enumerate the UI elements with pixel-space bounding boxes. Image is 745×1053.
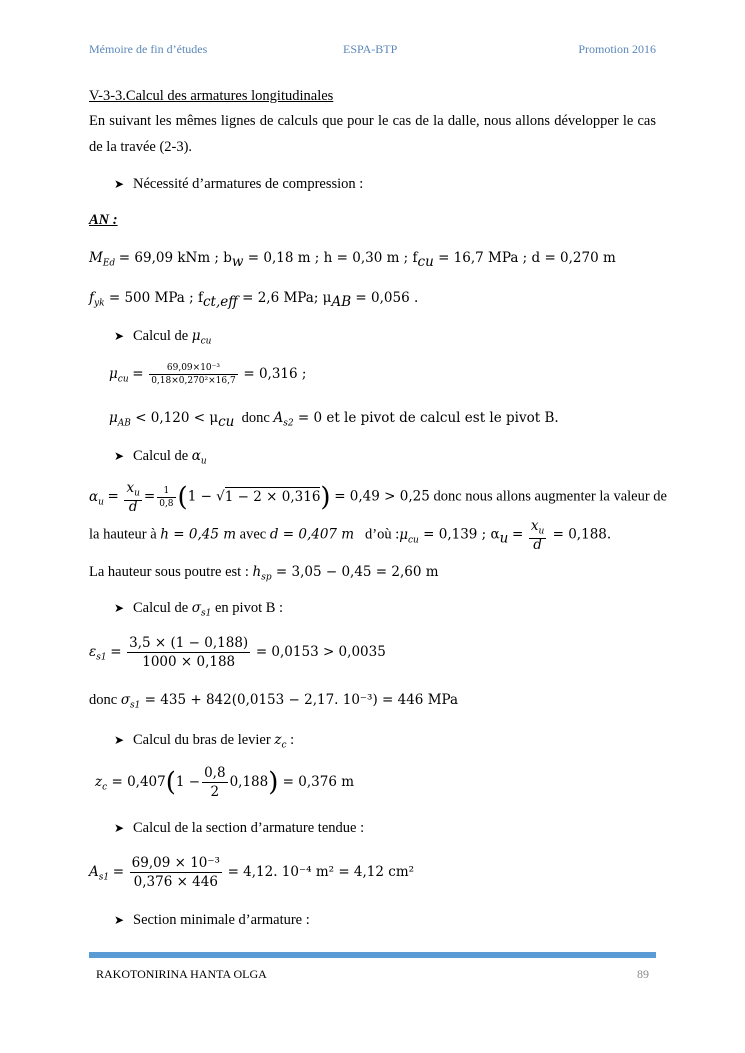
- intro-paragraph: En suivant les mêmes lignes de calculs que pour le cas de la dalle, nous allons développer le cas de la travée (2-3).: [89, 113, 656, 155]
- header-right: Promotion 2016: [578, 42, 656, 56]
- equation-data-2: $f_{yk} = 500$ MPa ; $f_{ct,eff} = 2,6$ MPa; $\mu_{AB} = 0,056$ .: [89, 290, 419, 310]
- arrow-icon: ➤: [114, 177, 125, 191]
- bullet-zc: ➤ Calcul du bras de levier $z_c$ :: [114, 732, 295, 751]
- equation-sigma: donc $\sigma_{s1} = 435 + 842(0,0153 - 2,17$. 10⁻³) = 446 MPa: [89, 692, 459, 711]
- bullet-alpha-u: ➤ Calcul de $\alpha_u$: [114, 448, 207, 467]
- equation-alpha-u: $\alpha_u$ = $\frac{x_u}{d}$ = $\frac{1}{0,8}$ (1 − √1 − 2 × 0,316) = 0,49 > 0,25 donc nous allons augmenter la valeur de: [89, 480, 667, 515]
- arrow-icon: ➤: [114, 733, 125, 747]
- footer-author: RAKOTONIRINA HANTA OLGA: [96, 967, 267, 981]
- arrow-icon: ➤: [114, 449, 125, 463]
- equation-as1: $A_{s1}$ = $\frac{\text{69,09 × 10⁻³}}{0,376 \times 446}$ = 4,12. 10⁻⁴ m² = 4,12 cm²: [89, 855, 415, 890]
- bullet-sigma: ➤ Calcul de $\sigma_{s1}$ en pivot B :: [114, 600, 284, 619]
- equation-hsp: La hauteur sous poutre est : $h_{sp} = 3,05 - 0,45 = 2,60$ m: [89, 564, 439, 583]
- bullet-compression: [114, 176, 363, 193]
- arrow-icon: ➤: [114, 913, 125, 927]
- header-left: Mémoire de fin d’études: [89, 42, 208, 56]
- equation-epsilon: $\varepsilon_{s1}$ = $\frac{3,5 \times (1 - 0,188)}{1000 \times 0,188}$ = 0,0153 > 0,0035: [89, 635, 386, 670]
- equation-mu-cu: $\mu_{cu}$ = $\frac{\text{69,09×10⁻³}}{\text{0,18×0,270²×16,7}}$ = 0,316 ;: [109, 363, 307, 386]
- equation-new-height: la hauteur à h = 0,45 m avec d = 0,407 m d’où $:\mu_{cu} = 0,139$ ; $\alpha_u$ = $\frac{x_u}{d}$ = 0,188.: [89, 518, 612, 553]
- footer-divider: [89, 952, 656, 958]
- bullet-min-section: ➤ Section minimale d’armature :: [114, 912, 310, 928]
- equation-data-1: $M_{Ed} = 69,09$ kNm ; $b_w = 0,18$ m ; h = 0,30 m ; $f_{cu} = 16,7$ MPa ; d = 0,270 m: [89, 250, 616, 270]
- page-number: 89: [637, 967, 649, 981]
- an-label: AN :: [89, 212, 118, 228]
- header-center: ESPA-BTP: [343, 42, 398, 56]
- bullet-as1: ➤ Calcul de la section d’armature tendue :: [114, 820, 365, 836]
- arrow-icon: ➤: [114, 329, 125, 343]
- arrow-icon: ➤: [114, 601, 125, 615]
- equation-zc: $z_c = 0,407(1$ − $\frac{0,8}{2}$ 0,188) = 0,376 m: [95, 765, 355, 800]
- section-title: V-3-3.Calcul des armatures longitudinales: [89, 88, 334, 104]
- equation-comparison: $\mu_{AB} < 0,120 < \mu_{cu}$ donc $A_{s2} = 0$ et le pivot de calcul est le pivot B.: [109, 410, 559, 430]
- bullet-text: Nécessité d’armatures de compression :: [133, 176, 364, 192]
- arrow-icon: ➤: [114, 821, 125, 835]
- bullet-mu-cu: ➤ Calcul de $\mu_{cu}$: [114, 328, 212, 347]
